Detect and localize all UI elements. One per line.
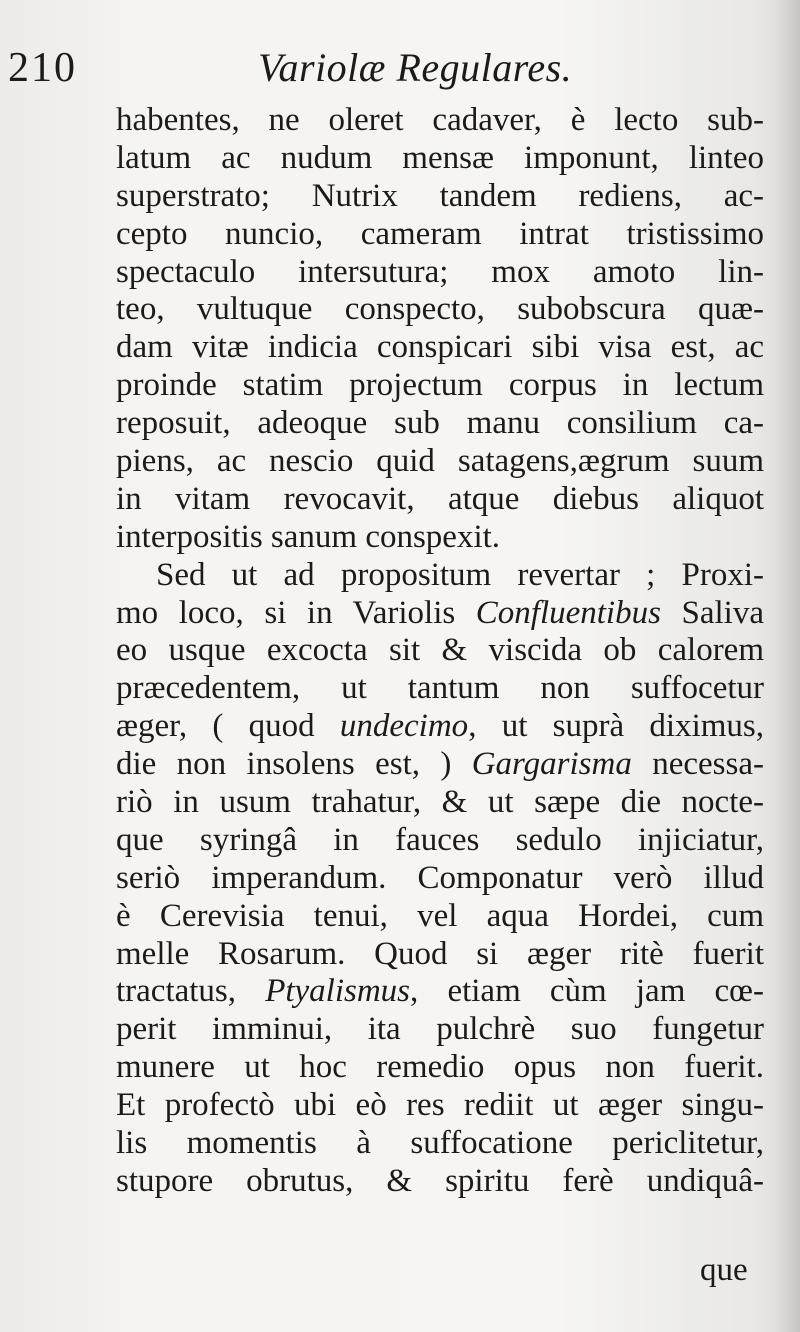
text-segment: teo, vultuque conspecto, subobscura quæ-: [116, 291, 764, 328]
text-segment: Saliva: [660, 594, 764, 631]
text-segment: die non insolens est, ): [116, 746, 472, 783]
text-line: [116, 822, 764, 860]
text-segment: reposuit, adeoque sub manu consilium ca-: [116, 405, 764, 442]
text-segment: necessa-: [631, 746, 764, 783]
text-segment: præcedentem, ut tantum non suffocetur: [116, 670, 764, 707]
page-header: [0, 40, 800, 96]
text-line: [116, 746, 764, 784]
text-segment: cepto nuncio, cameram intrat tristissimo: [116, 215, 764, 252]
text-segment: eo usque excocta sit & viscida ob calorem: [116, 632, 764, 669]
text-line: [116, 367, 764, 405]
running-head: Variolæ Regulares.: [258, 45, 573, 90]
catchword: que: [700, 1252, 748, 1288]
text-line: [116, 291, 764, 329]
italic-term: undecimo: [339, 708, 469, 745]
text-line: [116, 1087, 764, 1125]
text-line: [116, 708, 764, 746]
page-edge-shadow: [774, 0, 800, 1332]
text-segment: stupore obrutus, & spiritu ferè undiquâ-: [116, 1162, 764, 1199]
text-segment: seriò imperandum. Componatur verò illud: [116, 859, 764, 896]
text-line: [116, 443, 764, 481]
text-segment: munere ut hoc remedio opus non fuerit.: [116, 1049, 764, 1086]
body-text: [116, 102, 764, 1201]
text-segment: superstrato; Nutrix tandem rediens, ac-: [116, 177, 764, 214]
text-line: [116, 557, 764, 595]
text-line: [116, 102, 764, 140]
text-line: [116, 973, 764, 1011]
text-line: [116, 784, 764, 822]
text-line: [116, 329, 764, 367]
text-segment: Sed ut ad propositum revertar ; Proxi-: [156, 556, 764, 593]
text-line: [116, 1125, 764, 1163]
text-segment: tractatus,: [116, 973, 266, 1010]
text-segment: melle Rosarum. Quod si æger ritè fuerit: [116, 935, 764, 972]
text-segment: habentes, ne oleret cadaver, è lecto sub-: [116, 102, 764, 138]
text-segment: dam vitæ indicia conspicari sibi visa est, ac: [116, 329, 764, 366]
text-line: [116, 254, 764, 292]
text-segment: perit imminui, ita pulchrè suo fungetur: [116, 1011, 764, 1048]
text-line: [116, 632, 764, 670]
italic-term: Confluentibus: [475, 594, 661, 631]
text-segment: in vitam revocavit, atque diebus aliquot: [116, 480, 764, 517]
text-segment: lis momentis à suffocatione periclitetur,: [116, 1125, 764, 1162]
text-line: [116, 860, 764, 898]
text-line: [116, 1049, 764, 1087]
text-line: [116, 1163, 764, 1201]
text-segment: , etiam cùm jam cœ-: [410, 973, 764, 1010]
text-line: [116, 936, 764, 974]
text-segment: mo loco, si in Variolis: [116, 594, 476, 631]
italic-term: Ptyalismus: [265, 973, 411, 1010]
text-line: [116, 140, 764, 178]
text-line: [116, 595, 764, 633]
text-line: [116, 481, 764, 519]
text-segment: Et profectò ubi eò res rediit ut æger singu-: [116, 1087, 764, 1124]
text-segment: , ut suprà diximus,: [468, 708, 764, 745]
text-line: [116, 178, 764, 216]
text-segment: proinde statim projectum corpus in lectum: [116, 367, 764, 404]
text-segment: riò in usum trahatur, & ut sæpe die nocte-: [116, 784, 764, 821]
page-number: 210: [8, 45, 77, 91]
italic-term: Gargarisma: [471, 746, 632, 783]
text-line: [116, 1011, 764, 1049]
text-line: [116, 898, 764, 936]
text-line: [116, 405, 764, 443]
text-segment: interpositis sanum conspexit.: [116, 518, 501, 555]
text-segment: latum ac nudum mensæ imponunt, linteo: [116, 139, 764, 176]
text-line: [116, 216, 764, 254]
text-line: [116, 670, 764, 708]
text-segment: è Cerevisia tenui, vel aqua Hordei, cum: [116, 897, 764, 934]
text-segment: que syringâ in fauces sedulo injiciatur,: [116, 821, 764, 858]
text-line: [116, 519, 764, 557]
text-segment: spectaculo intersutura; mox amoto lin-: [116, 253, 764, 290]
text-segment: æger, ( quod: [116, 708, 340, 745]
text-segment: piens, ac nescio quid satagens,ægrum suum: [116, 443, 764, 480]
